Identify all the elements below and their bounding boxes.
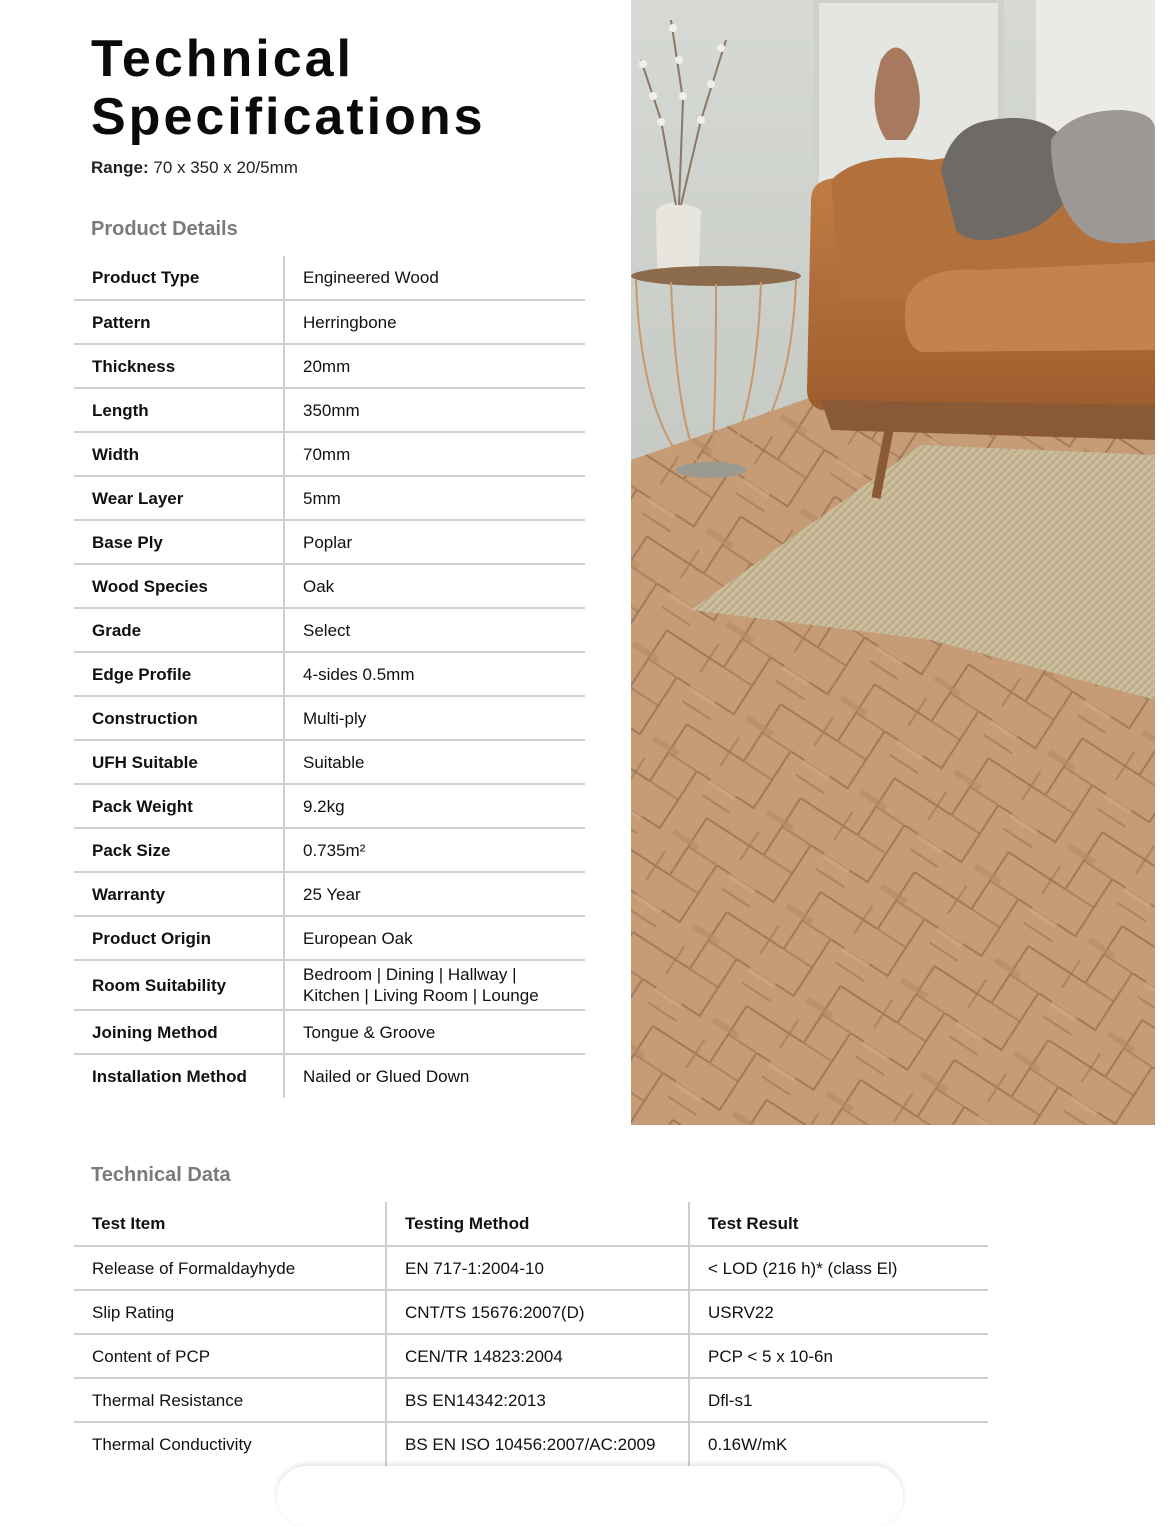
table-row [74,784,585,828]
table-row [74,1334,988,1378]
row-label: Construction [74,696,284,740]
row-label: Room Suitability [74,960,284,1010]
table-row [74,872,585,916]
row-label: Thickness [74,344,284,388]
row-label: Product Type [74,256,284,300]
table-header-row [74,1202,988,1246]
row-label: Base Ply [74,520,284,564]
row-label: Pack Weight [74,784,284,828]
row-value: Multi-ply [284,696,585,740]
row-label: Wood Species [74,564,284,608]
page-title [91,30,486,146]
test-result-cell: PCP < 5 x 10-6n [689,1334,988,1378]
row-label: Warranty [74,872,284,916]
table-row [74,1054,585,1098]
range-line [91,158,298,178]
test-item-cell: Release of Formaldayhyde [74,1246,386,1290]
testing-method-cell: CNT/TS 15676:2007(D) [386,1290,689,1334]
row-value: 0.735m² [284,828,585,872]
table-row [74,388,585,432]
row-value-line-2: Kitchen | Living Room | Lounge [303,986,539,1005]
table-row [74,828,585,872]
row-label: Pattern [74,300,284,344]
table-row [74,300,585,344]
table-row [74,1246,988,1290]
row-value: 4-sides 0.5mm [284,652,585,696]
row-label: Grade [74,608,284,652]
testing-method-cell: BS EN14342:2013 [386,1378,689,1422]
column-header-test-item: Test Item [74,1202,386,1246]
table-row [74,344,585,388]
row-value-line-1: Bedroom | Dining | Hallway | [303,965,517,984]
row-value: 25 Year [284,872,585,916]
table-row [74,432,585,476]
table-row [74,256,585,300]
table-row [74,520,585,564]
range-label: Range: [91,158,149,177]
table-row [74,608,585,652]
row-label: Edge Profile [74,652,284,696]
row-value: 5mm [284,476,585,520]
row-value: Tongue & Groove [284,1010,585,1054]
table-row [74,476,585,520]
test-item-cell: Content of PCP [74,1334,386,1378]
row-value: 350mm [284,388,585,432]
testing-method-cell: BS EN ISO 10456:2007/AC:2009 [386,1422,689,1466]
table-row [74,960,585,1010]
table-row [74,1010,585,1054]
row-value: Nailed or Glued Down [303,1067,470,1086]
technical-data-heading: Technical Data [91,1164,231,1186]
row-value: 9.2kg [284,784,585,828]
row-label: Product Origin [74,916,284,960]
product-details-heading: Product Details [91,218,238,240]
table-row [74,1422,988,1466]
row-value: Herringbone [284,300,585,344]
testing-method-cell: CEN/TR 14823:2004 [386,1334,689,1378]
column-header-test-result: Test Result [689,1202,988,1246]
product-details-table [74,256,585,1098]
title-line-2: Specifications [91,88,486,146]
room-illustration [631,0,1155,1125]
table-row [74,740,585,784]
range-value: 70 x 350 x 20/5mm [153,158,298,177]
test-item-cell: Thermal Resistance [74,1378,386,1422]
room-photo [631,0,1155,1125]
test-result-cell: 0.16W/mK [708,1435,788,1454]
row-value: European Oak [284,916,585,960]
row-label: Installation Method [74,1054,284,1098]
table-row [74,696,585,740]
row-label: Wear Layer [74,476,284,520]
table-row [74,1290,988,1334]
row-value: Engineered Wood [284,256,585,300]
test-result-cell: USRV22 [689,1290,988,1334]
row-value: Select [284,608,585,652]
row-label: Width [74,432,284,476]
testing-method-cell: EN 717-1:2004-10 [386,1246,689,1290]
table-row [74,916,585,960]
table-row [74,564,585,608]
test-item-cell: Slip Rating [74,1290,386,1334]
row-label: Pack Size [74,828,284,872]
table-row [74,1378,988,1422]
test-result-cell: < LOD (216 h)* (class El) [689,1246,988,1290]
test-item-cell: Thermal Conductivity [74,1422,386,1466]
row-value: 70mm [284,432,585,476]
technical-data-table [74,1202,988,1466]
bottom-panel [277,1466,903,1526]
row-label: UFH Suitable [74,740,284,784]
row-label: Length [74,388,284,432]
row-value: Suitable [284,740,585,784]
row-value: Poplar [284,520,585,564]
row-label: Joining Method [74,1010,284,1054]
title-line-1: Technical [91,30,355,88]
table-row [74,652,585,696]
row-value: 20mm [284,344,585,388]
test-result-cell: Dfl-s1 [689,1378,988,1422]
row-value [284,960,585,1010]
row-value: Oak [284,564,585,608]
column-header-testing-method: Testing Method [386,1202,689,1246]
